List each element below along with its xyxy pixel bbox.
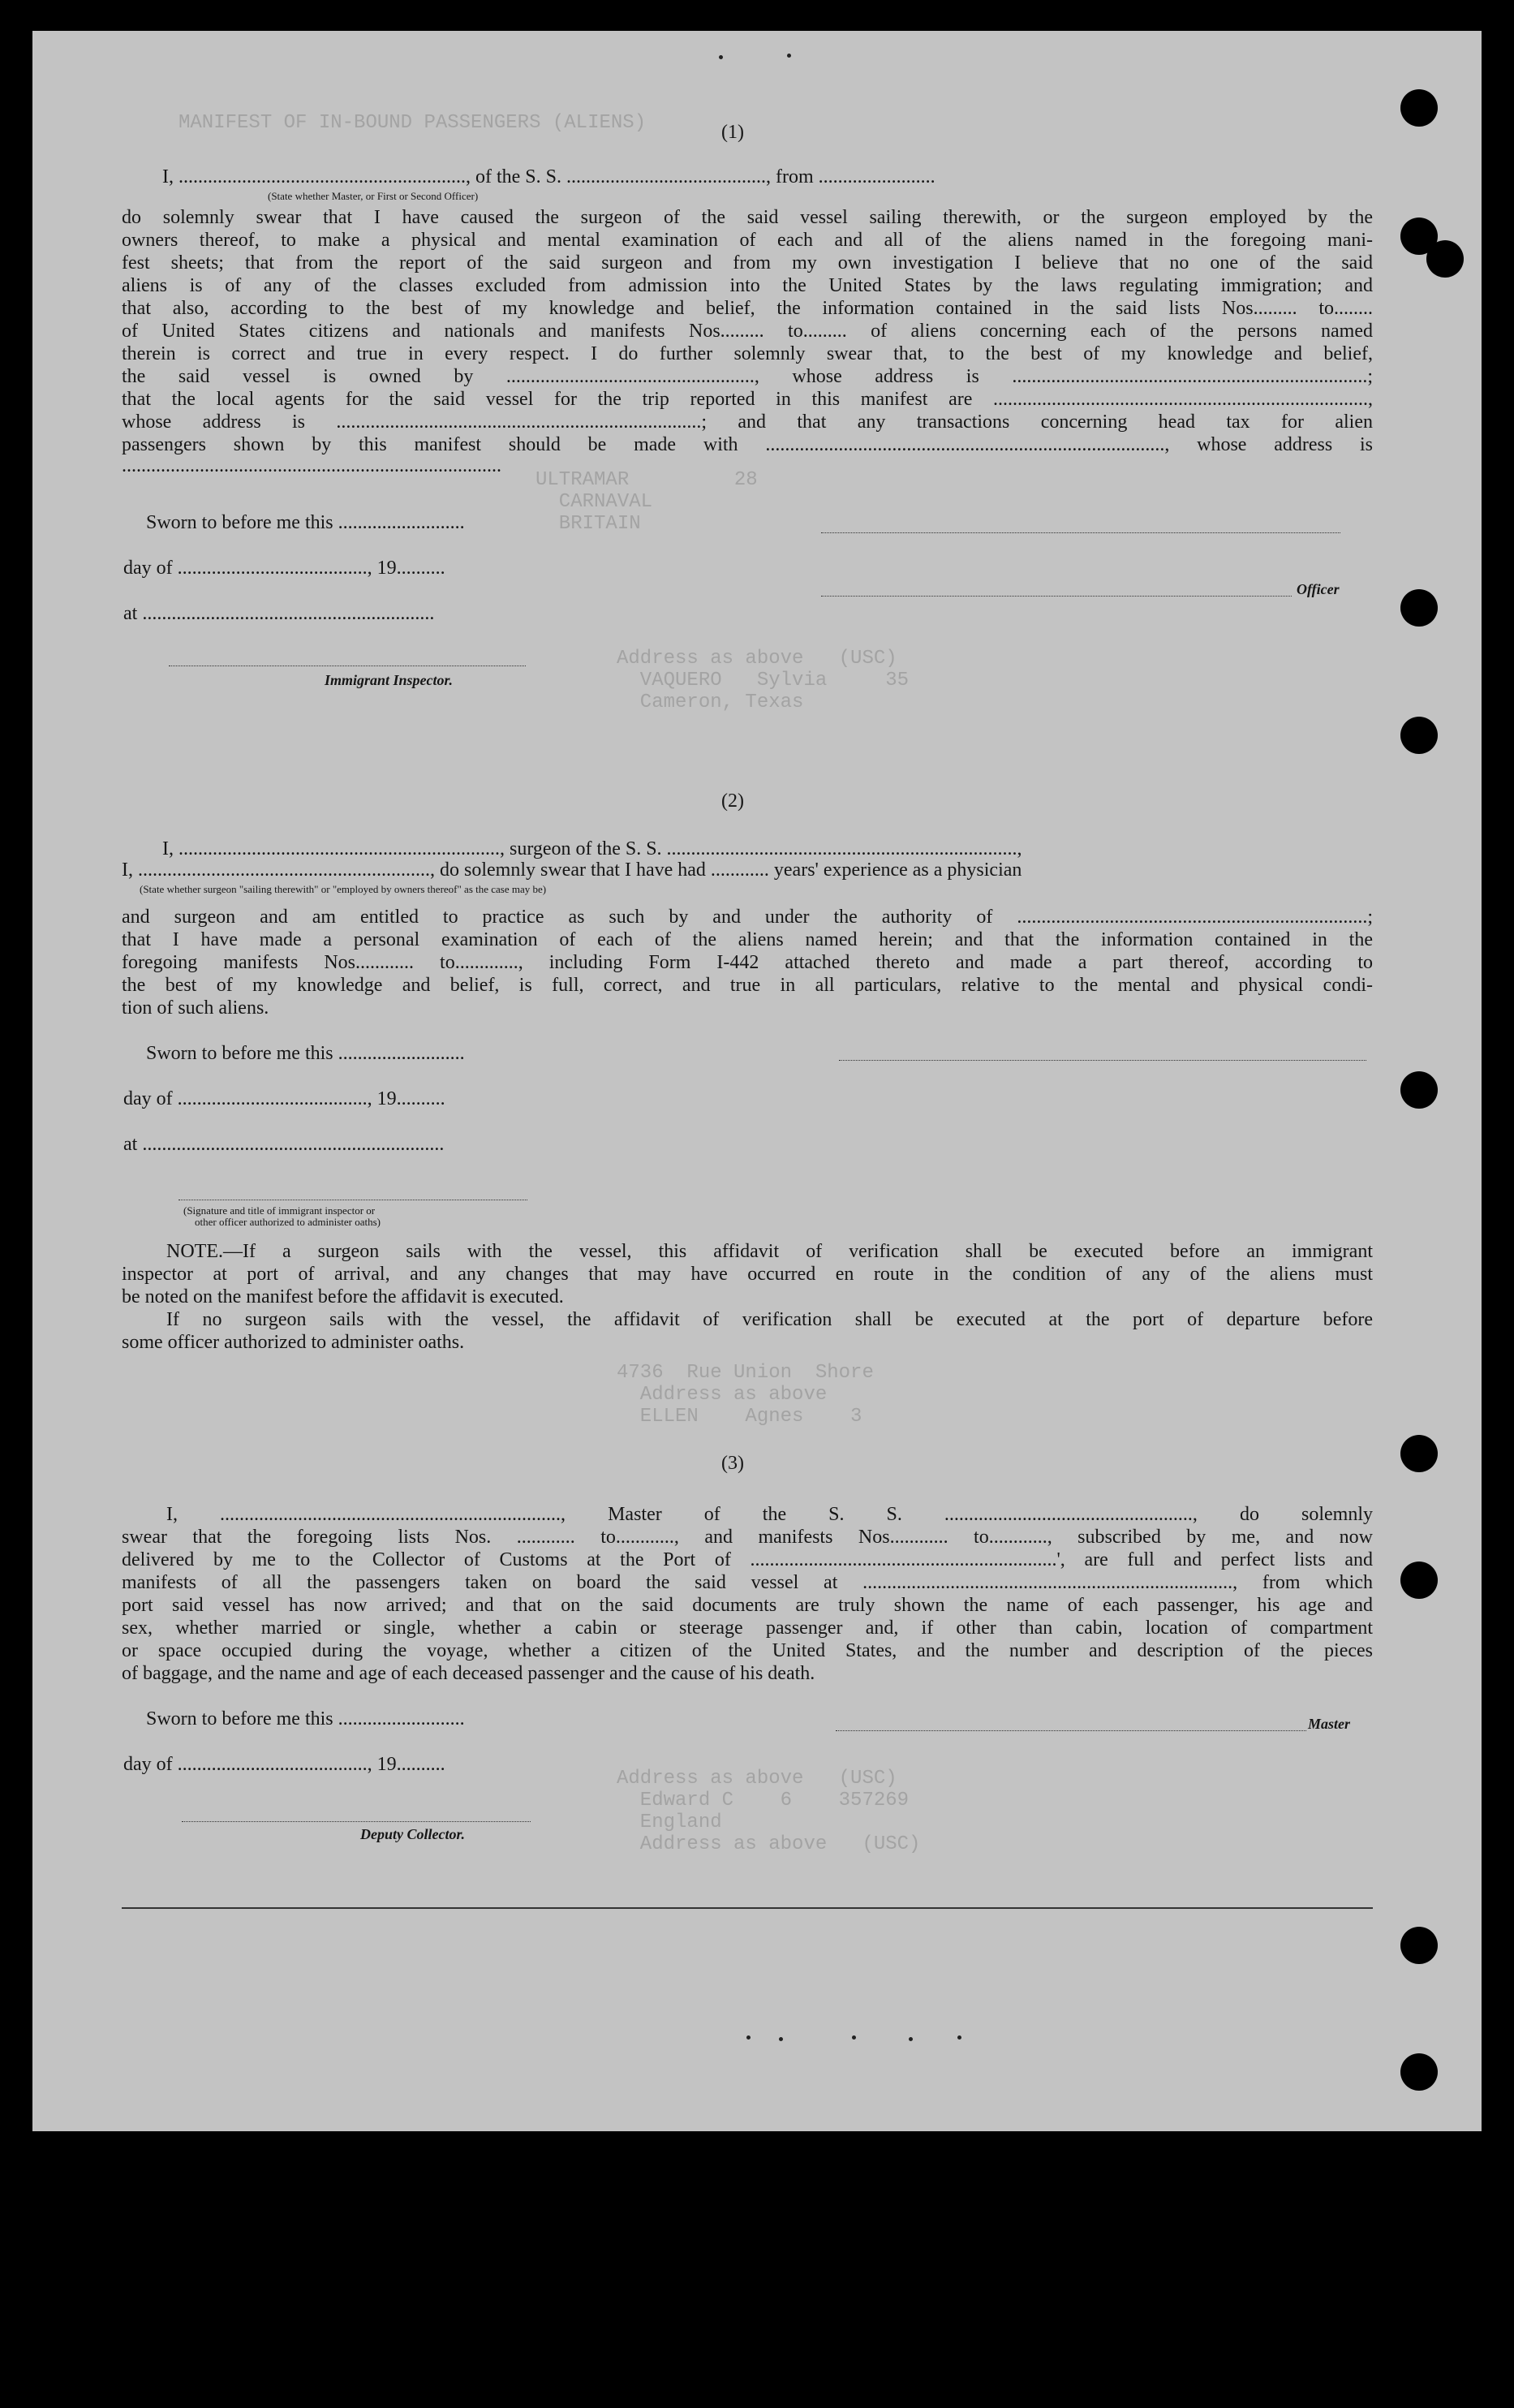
paragraph-line: foregoing manifests Nos............ to............., including Form I-442 attached thereto and made a part thereof, according to: [122, 952, 1373, 973]
signature-line: [839, 1060, 1366, 1061]
bleed-through-text: ULTRAMAR 28 CARNAVAL BRITAIN: [535, 469, 758, 535]
manifest-page: [32, 31, 1482, 2131]
punch-hole: [1400, 717, 1438, 754]
day-line: day of ......................................., 19..........: [123, 558, 445, 579]
paragraph-line: manifests of all the passengers taken on board the said vessel at ............................................................................, from which: [122, 1572, 1373, 1593]
bleed-through-text: Address as above (USC) Edward C 6 357269 England Address as above (USC): [617, 1768, 921, 1855]
section-3-heading: (3): [721, 1453, 744, 1474]
punch-hole: [1400, 1562, 1438, 1599]
ink-speck: [957, 2035, 961, 2040]
section-1-subnote: (State whether Master, or First or Second Officer): [268, 190, 479, 202]
punch-hole: [1400, 1071, 1438, 1109]
bottom-rule: [122, 1907, 1373, 1909]
punch-hole: [1426, 240, 1464, 278]
paragraph-line: swear that the foregoing lists Nos. ............ to............, and manifests Nos............ to............, subscribed by me, and now: [122, 1527, 1373, 1548]
paragraph-line: therein is correct and true in every respect. I do further solemnly swear that, to the best of my knowledge and belief,: [122, 343, 1373, 364]
paragraph-line: ..............................................................................: [122, 455, 501, 476]
note-line: NOTE.—If a surgeon sails with the vessel, this affidavit of verification shall be executed before an immigrant: [166, 1241, 1373, 1262]
punch-hole: [1400, 1927, 1438, 1964]
punch-hole: [1400, 2053, 1438, 2091]
bleed-through-text: Address as above (USC) VAQUERO Sylvia 35 Cameron, Texas: [617, 648, 910, 713]
sworn-line: Sworn to before me this ..........................: [146, 1708, 465, 1730]
signature-note: (Signature and title of immigrant inspector or: [183, 1204, 376, 1217]
paragraph-line: I, ......................................................................, Master of the S. S. ..................................................., do solemnly: [166, 1504, 1373, 1525]
section-2-heading: (2): [721, 790, 744, 812]
paragraph-line: whose address is ...........................................................................; and that any transactions concerning head tax for alien: [122, 411, 1373, 433]
paragraph-line: do solemnly swear that I have caused the surgeon of the said vessel sailing therewith, or the surgeon employed by the: [122, 207, 1373, 228]
paragraph-line: that the local agents for the said vessel for the trip reported in this manifest are .............................................................................,: [122, 389, 1373, 410]
inspector-label: Immigrant Inspector.: [325, 672, 454, 688]
section-1-heading: (1): [721, 122, 744, 143]
paragraph-line: tion of such aliens.: [122, 997, 269, 1019]
paragraph-line: of baggage, and the name and age of each deceased passenger and the cause of his death.: [122, 1663, 815, 1684]
paragraph-line: the said vessel is owned by ..................................................., whose address is .........................................................................;: [122, 366, 1373, 387]
paragraph-line: delivered by me to the Collector of Customs at the Port of ...............................................................', are full and perfect lists and: [122, 1549, 1373, 1570]
paragraph-line: passengers shown by this manifest should be made with .................................................................................., whose address is: [122, 434, 1373, 455]
at-line: at ..............................................................: [123, 1134, 445, 1155]
punch-hole: [1400, 589, 1438, 627]
sworn-line: Sworn to before me this ..........................: [146, 512, 465, 533]
signature-line: [821, 532, 1340, 533]
paragraph-line: sex, whether married or single, whether a cabin or steerage passenger and, if other than cabin, location of compartment: [122, 1618, 1373, 1639]
note-line: be noted on the manifest before the affidavit is executed.: [122, 1286, 564, 1307]
paragraph-line: that I have made a personal examination of each of the aliens named herein; and that the information contained in the: [122, 929, 1373, 950]
section-2-subnote: (State whether surgeon "sailing therewith" or "employed by owners thereof" as the case may be): [140, 883, 547, 895]
signature-line: [821, 596, 1292, 597]
paragraph-line: the best of my knowledge and belief, is full, correct, and true in all particulars, relative to the mental and physical condi-: [122, 975, 1373, 996]
paragraph-line: of United States citizens and nationals and manifests Nos......... to......... of aliens concerning each of the persons named: [122, 321, 1373, 342]
paragraph-line: aliens is of any of the classes excluded from admission into the United States by the laws regulating immigration; and: [122, 275, 1373, 296]
day-line: day of ......................................., 19..........: [123, 1088, 445, 1109]
sworn-line: Sworn to before me this ..........................: [146, 1043, 465, 1064]
section-2-first-line: I, ............................................................, do solemnly swear that I have had ............ years' experience as a physician: [122, 859, 1022, 881]
paragraph-line: or space occupied during the voyage, whether a citizen of the United States, and the number and description of the pieces: [122, 1640, 1373, 1661]
officer-label: Officer: [1297, 581, 1340, 597]
ink-speck: [787, 54, 791, 58]
ink-speck: [746, 2035, 751, 2040]
ink-speck: [719, 55, 723, 59]
signature-note: other officer authorized to administer oaths): [195, 1216, 381, 1228]
ink-speck: [909, 2037, 913, 2041]
note-line: If no surgeon sails with the vessel, the affidavit of verification shall be executed at the port of departure before: [166, 1309, 1373, 1330]
section-2-surgeon-line: I, .................................................................., surgeon of the S. S. ........................................................................,: [162, 838, 1022, 859]
paragraph-line: fest sheets; that from the report of the said surgeon and from my own investigation I believe that no one of the said: [122, 252, 1373, 274]
collector-label: Deputy Collector.: [360, 1826, 465, 1842]
paragraph-line: owners thereof, to make a physical and mental examination of each and all of the aliens named in the foregoing mani-: [122, 230, 1373, 251]
at-line: at ............................................................: [123, 603, 435, 624]
bleed-through-text: 4736 Rue Union Shore Address as above ELLEN Agnes 3: [617, 1362, 874, 1428]
paragraph-line: port said vessel has now arrived; and that on the said documents are truly shown the name of each passenger, his age and: [122, 1595, 1373, 1616]
master-label: Master: [1308, 1716, 1351, 1732]
day-line: day of ......................................., 19..........: [123, 1754, 445, 1775]
ink-speck: [852, 2035, 856, 2040]
note-line: some officer authorized to administer oaths.: [122, 1332, 465, 1353]
section-1-first-line: I, ..........................................................., of the S. S. ........................................., from ........................: [162, 166, 935, 187]
ink-speck: [779, 2037, 783, 2041]
note-line: inspector at port of arrival, and any changes that may have occurred en route in the condition of any of the aliens must: [122, 1264, 1373, 1285]
bleed-through-text: MANIFEST OF IN-BOUND PASSENGERS (ALIENS): [178, 112, 647, 134]
signature-line: [182, 1821, 531, 1822]
paragraph-line: and surgeon and am entitled to practice as such by and under the authority of ........................................................................;: [122, 907, 1373, 928]
signature-line: [836, 1730, 1306, 1731]
paragraph-line: that also, according to the best of my knowledge and belief, the information contained in the said lists Nos......... to........: [122, 298, 1373, 319]
